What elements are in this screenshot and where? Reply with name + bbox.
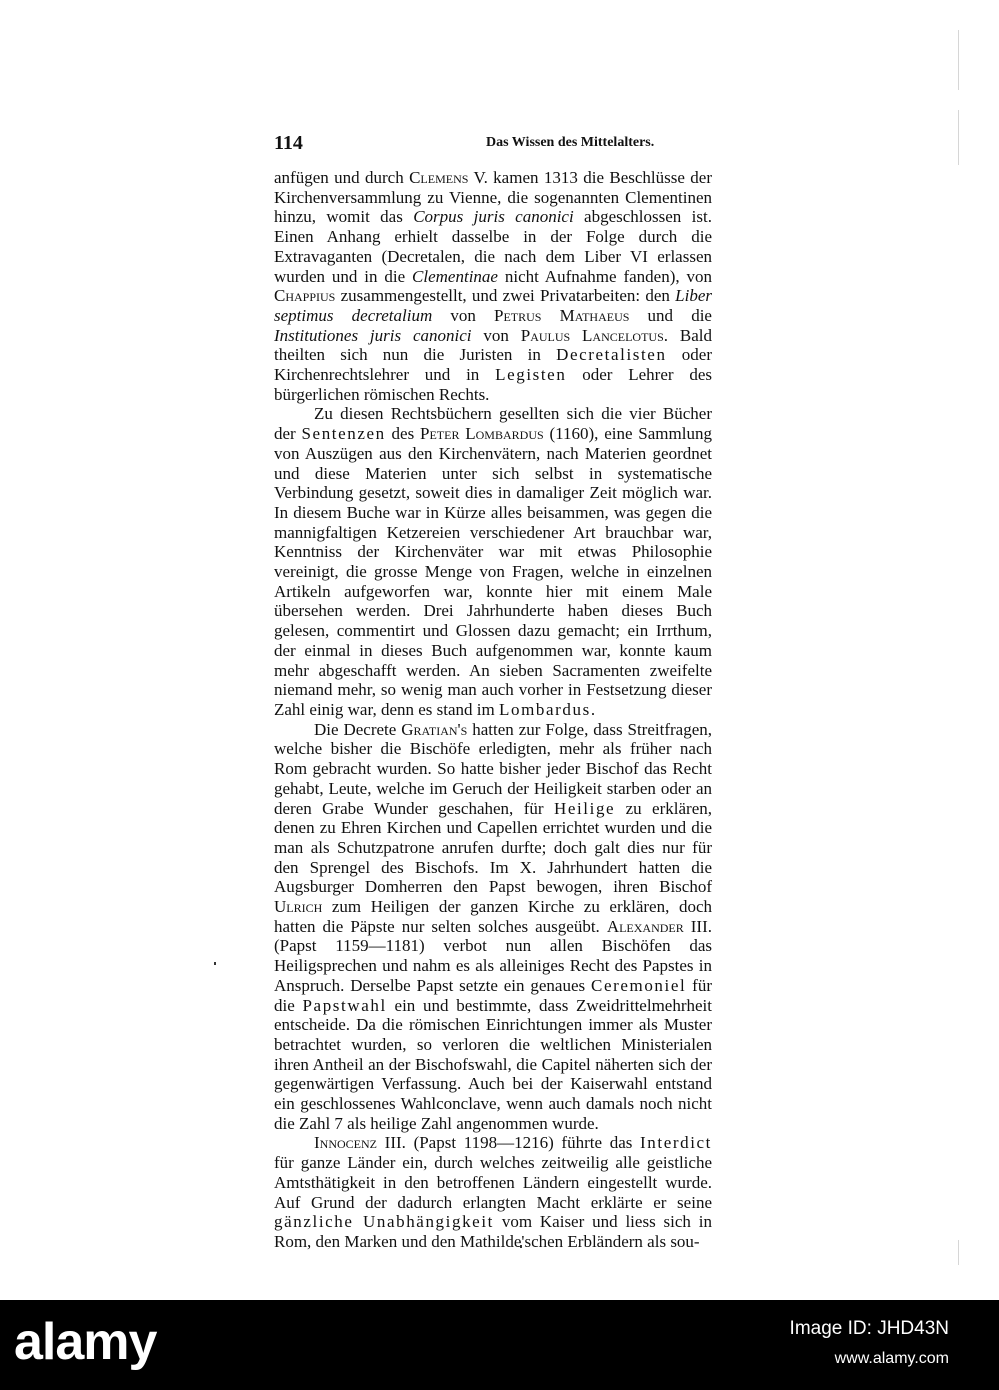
text-run: oder Lehrer des bürgerlichen römischen Rechts. [274,365,712,404]
text-run: III. (Papst 1159—1181) verbot nun allen Bischöfen das Heiligsprechen und nahm es als alleiniges Recht des Papstes in Anspruch. Derselbe Papst setzte ein genaues [274,916,712,995]
scan-speck [214,962,216,965]
small-caps-name: Paulus Lancelotus [520,325,664,345]
text-run: V. kamen 1313 die Beschlüsse der Kirchenversammlung zu Vienne, die sogenannten Clementinen hinzu, womit das [274,168,712,227]
small-caps-name: Ulrich [274,897,323,917]
spaced-emphasis: Interdict [640,1133,712,1153]
text-run: . [590,699,596,719]
page-header [274,132,712,156]
spaced-emphasis: Heilige [553,798,616,818]
small-caps-name: Peter Lombardus [420,424,544,444]
watermark-banner [0,1300,999,1390]
small-caps-name: Gratian's [401,719,468,739]
small-caps-name: Chappius [274,286,336,306]
spaced-emphasis: Sentenzen [301,424,386,444]
page-number: 114 [274,132,303,154]
small-caps-name: Innocenz [314,1133,377,1153]
site-url-label: www.alamy.com [834,1350,949,1367]
scan-edge-line [958,110,959,165]
image-id-label: Image ID: JHD43N [789,1318,949,1339]
scan-edge-line [958,30,959,90]
text-run: abgeschlossen ist. Einen Anhang erhielt dasselbe in der Folge durch die Extravaganten (Decretalen, die nach dem Liber VI erlassen wurden und in die [274,207,712,286]
text-run: Die Decrete [314,719,402,739]
scan-edge-line [958,1240,959,1265]
text-run: für ganze Länder ein, durch welches zeitweilig alle geistliche Amtsthätigkeit in den betroffenen Ländern eingestellt wurde. Auf Grund der dadurch erlangten Macht erklärte er seine [274,1153,712,1212]
small-caps-name: Clemens [409,168,469,187]
text-run: oder Kirchenrechtslehrer und in [274,345,712,385]
text-run: vom Kaiser und liess sich in Rom, den Marken und den Mathilde'schen Erbländern als sou- [274,1212,712,1251]
text-run: III. (Papst 1198—1216) führte das [377,1133,641,1153]
text-run: nicht Aufnahme fanden), von [497,266,712,286]
paragraph [274,1133,712,1251]
small-caps-name: Alexander [606,916,684,936]
paragraph [274,720,712,1134]
text-run: zusammengestellt, und zwei Privatarbeiten: den [335,286,676,306]
text-run: und die [629,305,712,325]
text-run: von [471,325,521,345]
body-text [274,168,712,1252]
text-run: Zu diesen Rechtsbüchern gesellten sich die vier Bücher der [274,404,712,444]
text-run: zu erklären, denen zu Ehren Kirchen und Capellen errichtet wurden und die man als Schutzpatrone anrufen durfte; doch galt dies nur für den Sprengel des Bischofs. Im X. Jahrhundert hatten die Augsburger Domherren den Papst bewogen, ihren Bischof [274,798,712,897]
spaced-emphasis: gänzliche Unabhängigkeit [274,1212,494,1232]
text-run: des [385,424,421,444]
text-run: zum Heiligen der ganzen Kirche zu erklären, doch hatten die Päpste nur selten solches ausgeübt. [274,897,712,936]
running-head: Das Wissen des Mittelalters. [486,135,655,150]
paragraph [274,404,712,719]
text-run: . Bald theilten sich nun die Juristen in [274,325,713,365]
spaced-emphasis: Ceremoniel [591,975,687,995]
text-run: hatten zur Folge, dass Streitfragen, welche bisher die Bischöfe erledigten, mehr als früher nach Rom gebracht wurden. So hatte bisher jeder Bischof das Recht gehabt, Leute, welche im Geruch der Heiligkeit starben oder an deren Grabe Wunder geschahen, für [274,719,712,818]
text-run: von [432,305,495,325]
text-run: für die [274,975,712,1015]
alamy-logo: alamy [14,1313,157,1371]
spaced-emphasis: Lombardus [498,699,591,719]
spaced-emphasis: Legisten [495,365,567,385]
small-caps-name: Petrus Mathaeus [494,305,630,325]
spaced-emphasis: Papstwahl [302,995,387,1015]
italic-title: Institutiones juris canonici [274,325,472,345]
paragraph [274,168,712,404]
text-run: (1160), eine Sammlung von Auszügen aus den Kirchenvätern, nach Materien geordnet und diese Materien unter sich selbst in systematische Verbindung gesetzt, soweit dies in damaliger Zeit möglich war. In diesem Buche war in Kürze alles beisammen, was gegen die mannigfaltigen Ketzereien verschiedener Art brauchbar war, Kenntniss der Kirchenväter war mit etwas Philosophie vereinigt, die grosse Menge von Fragen, welche in einzelnen Artikeln aufgeworfen war, konnte hier mit einem Male übersehen werden. Drei Jahrhunderte haben dieses Buch gelesen, commentirt und Glossen dazu gemacht; ein Irrthum, der einmal in dieses Buch aufgenommen war, konnte kaum mehr abgeschafft werden. An sieben Sacramenten zweifelte niemand mehr, so wenig man auch vorher in Festsetzung dieser Zahl einig war, denn es stand im [274,424,712,719]
italic-title: Clementinae [412,266,498,286]
text-run: ein und bestimmte, dass Zweidrittelmehrheit entscheide. Da die römischen Einrichtungen immer als Muster betrachtet wurden, so verloren die weltlichen Ministerialen ihren Antheil an der Bischofswahl, die Capitel näherten sich der gegenwärtigen Verfassung. Auch bei der Kaiserwahl entstand ein geschlossenes Wahlconclave, wenn auch damals noch nicht die Zahl 7 als heilige Zahl angenommen wurde. [274,995,712,1133]
text-run: anfügen und durch [274,168,410,187]
italic-title: Corpus juris canonici [413,207,574,227]
italic-title: Liber septimus decretalium [274,286,712,325]
spaced-emphasis: Decretalisten [556,345,667,365]
